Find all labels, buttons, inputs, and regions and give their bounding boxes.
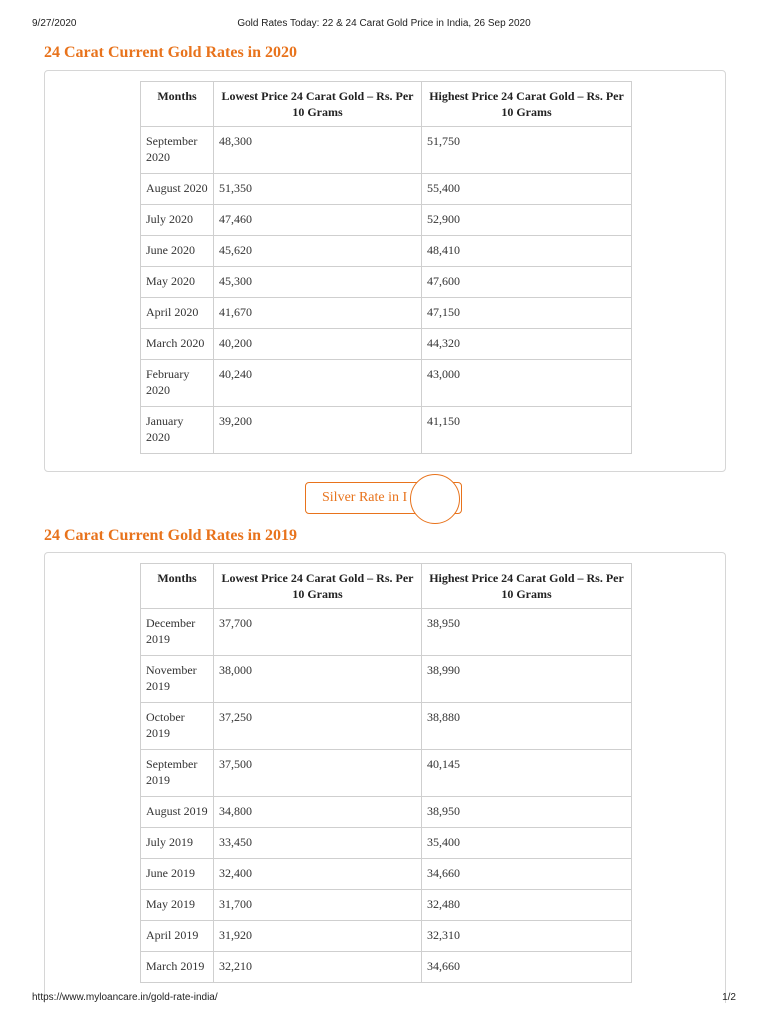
cell-month: April 2019 — [141, 921, 214, 952]
cell-highest-price: 38,990 — [422, 656, 632, 703]
cell-highest-price: 41,150 — [422, 407, 632, 454]
cell-month: September 2019 — [141, 750, 214, 797]
table-row — [141, 127, 632, 174]
cell-month: March 2019 — [141, 952, 214, 983]
cell-highest-price: 52,900 — [422, 205, 632, 236]
cell-lowest-price: 41,670 — [214, 298, 422, 329]
cell-lowest-price: 40,240 — [214, 360, 422, 407]
table-row — [141, 298, 632, 329]
cell-highest-price: 55,400 — [422, 174, 632, 205]
rates-body-2019 — [141, 609, 632, 983]
column-header-months: Months — [141, 82, 214, 127]
cell-month: October 2019 — [141, 703, 214, 750]
cell-month: August 2019 — [141, 797, 214, 828]
cell-month: May 2019 — [141, 890, 214, 921]
section-heading-2020: 24 Carat Current Gold Rates in 2020 — [44, 44, 298, 61]
cell-lowest-price: 31,700 — [214, 890, 422, 921]
table-row — [141, 329, 632, 360]
cell-highest-price: 32,310 — [422, 921, 632, 952]
cell-highest-price: 32,480 — [422, 890, 632, 921]
cell-lowest-price: 31,920 — [214, 921, 422, 952]
cell-month: December 2019 — [141, 609, 214, 656]
cell-lowest-price: 33,450 — [214, 828, 422, 859]
cell-lowest-price: 37,250 — [214, 703, 422, 750]
cell-highest-price: 38,880 — [422, 703, 632, 750]
rates-card-2020 — [44, 70, 726, 472]
section-heading-2019: 24 Carat Current Gold Rates in 2019 — [44, 527, 298, 544]
column-header-lowest: Lowest Price 24 Carat Gold – Rs. Per 10 Grams — [214, 82, 422, 127]
cell-month: May 2020 — [141, 267, 214, 298]
cell-month: June 2019 — [141, 859, 214, 890]
cell-month: January 2020 — [141, 407, 214, 454]
table-row — [141, 952, 632, 983]
table-row — [141, 174, 632, 205]
cell-highest-price: 48,410 — [422, 236, 632, 267]
table-row — [141, 205, 632, 236]
cell-highest-price: 44,320 — [422, 329, 632, 360]
cell-month: July 2020 — [141, 205, 214, 236]
table-row — [141, 407, 632, 454]
cell-highest-price: 38,950 — [422, 797, 632, 828]
cell-lowest-price: 37,500 — [214, 750, 422, 797]
cell-lowest-price: 47,460 — [214, 205, 422, 236]
cell-month: August 2020 — [141, 174, 214, 205]
cell-month: March 2020 — [141, 329, 214, 360]
table-row — [141, 828, 632, 859]
table-header-row — [141, 82, 632, 127]
cell-lowest-price: 45,620 — [214, 236, 422, 267]
cell-lowest-price: 45,300 — [214, 267, 422, 298]
column-header-lowest: Lowest Price 24 Carat Gold – Rs. Per 10 Grams — [214, 564, 422, 609]
column-header-highest: Highest Price 24 Carat Gold – Rs. Per 10 Grams — [422, 82, 632, 127]
cell-highest-price: 51,750 — [422, 127, 632, 174]
cell-month: April 2020 — [141, 298, 214, 329]
cell-lowest-price: 51,350 — [214, 174, 422, 205]
cell-lowest-price: 40,200 — [214, 329, 422, 360]
cell-lowest-price: 37,700 — [214, 609, 422, 656]
page-number: 1/2 — [722, 992, 736, 1003]
cell-highest-price: 47,150 — [422, 298, 632, 329]
cell-lowest-price: 48,300 — [214, 127, 422, 174]
cell-month: September 2020 — [141, 127, 214, 174]
table-row — [141, 360, 632, 407]
print-title: Gold Rates Today: 22 & 24 Carat Gold Price in India, 26 Sep 2020 — [237, 18, 531, 29]
cell-highest-price: 40,145 — [422, 750, 632, 797]
cell-lowest-price: 39,200 — [214, 407, 422, 454]
circle-overlay — [410, 474, 460, 524]
print-date: 9/27/2020 — [32, 18, 77, 29]
table-row — [141, 656, 632, 703]
cell-highest-price: 35,400 — [422, 828, 632, 859]
table-row — [141, 236, 632, 267]
table-row — [141, 267, 632, 298]
cell-month: February 2020 — [141, 360, 214, 407]
page-url: https://www.myloancare.in/gold-rate-india/ — [32, 992, 218, 1003]
rates-table-2020 — [140, 81, 632, 454]
table-row — [141, 703, 632, 750]
silver-rate-button-label: Silver Rate in I — [322, 490, 408, 505]
table-header-row — [141, 564, 632, 609]
print-footer — [0, 992, 768, 1006]
cell-highest-price: 47,600 — [422, 267, 632, 298]
cell-lowest-price: 32,210 — [214, 952, 422, 983]
table-row — [141, 750, 632, 797]
cell-highest-price: 34,660 — [422, 952, 632, 983]
rates-table-2019 — [140, 563, 632, 983]
cell-month: June 2020 — [141, 236, 214, 267]
cell-month: July 2019 — [141, 828, 214, 859]
table-row — [141, 890, 632, 921]
cell-month: November 2019 — [141, 656, 214, 703]
table-row — [141, 921, 632, 952]
print-header — [0, 18, 768, 32]
cell-highest-price: 38,950 — [422, 609, 632, 656]
rates-body-2020 — [141, 127, 632, 454]
table-row — [141, 859, 632, 890]
cell-highest-price: 34,660 — [422, 859, 632, 890]
table-row — [141, 797, 632, 828]
cell-lowest-price: 38,000 — [214, 656, 422, 703]
table-row — [141, 609, 632, 656]
column-header-highest: Highest Price 24 Carat Gold – Rs. Per 10 Grams — [422, 564, 632, 609]
rates-card-2019 — [44, 552, 726, 1003]
cell-lowest-price: 34,800 — [214, 797, 422, 828]
column-header-months: Months — [141, 564, 214, 609]
cell-highest-price: 43,000 — [422, 360, 632, 407]
cell-lowest-price: 32,400 — [214, 859, 422, 890]
